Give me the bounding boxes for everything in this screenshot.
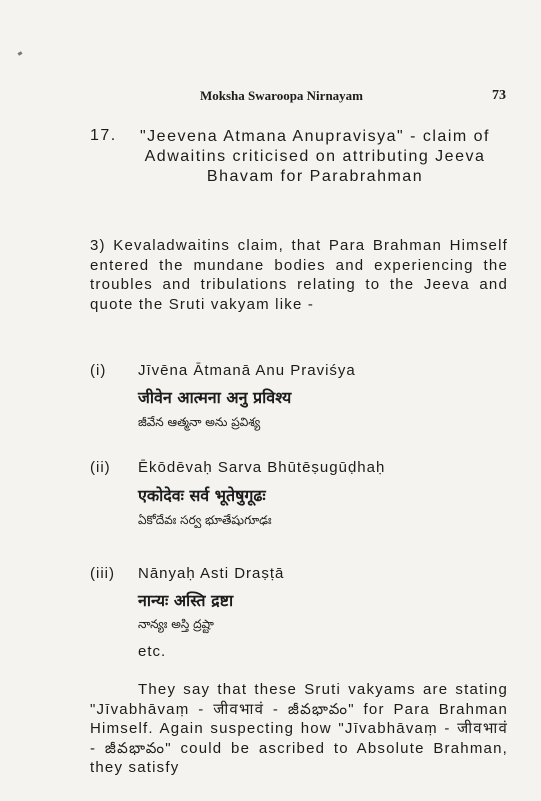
- paragraph-continued: They say that these Sruti vakyams are stating "Jīvabhāvaṃ - जीवभावं - జీవభావం" for Para Brahman Himself. Again suspecting how "Jīvabhāvaṃ - जीवभावं - జీవభావం" could be ascribed to Absolute Brahman, they satisfy: [90, 681, 508, 776]
- quote-telugu: జీవేన ఆత్మనా అను ప్రవిశ్య: [138, 415, 261, 429]
- paragraph-intro: 3) Kevaladwaitins claim, that Para Brahman Himself entered the mundane bodies and experiencing the troubles and tribulations relating to the Jeeva and quote the Sruti vakyam like -: [90, 237, 508, 313]
- page-mark: [18, 51, 23, 56]
- quote-telugu: నాన్యః అస్తి ద్రష్టా: [138, 617, 214, 631]
- section-title: "Jeevena Atmana Anupravisya" - claim of Adwaitins criticised on attributing Jeeva Bhavam for Parabrahman: [139, 128, 490, 185]
- quote-number: (iii): [90, 565, 115, 582]
- quote-number: (i): [90, 362, 107, 379]
- quote-transliteration: Jīvēna Ātmanā Anu Praviśya: [138, 362, 356, 379]
- running-header: Moksha Swaroopa Nirnayam: [200, 88, 364, 103]
- page-number: 73: [492, 88, 506, 103]
- quote-number: (ii): [90, 459, 111, 476]
- quote-devanagari: एकोदेवः सर्व भूतेषुगूढः: [138, 486, 266, 505]
- section-number: 17.: [90, 127, 117, 144]
- quote-transliteration: Ēkōdēvaḥ Sarva Bhūtēṣugūḍhaḥ: [138, 459, 386, 476]
- quote-devanagari: जीवेन आत्मना अनु प्रविश्य: [138, 388, 292, 407]
- quote-transliteration: Nānyaḥ Asti Draṣṭā: [138, 565, 285, 582]
- quote-telugu: ఏకోదేవః సర్వ భూతేషుగూఢః: [138, 513, 272, 527]
- etc-label: etc.: [138, 643, 167, 660]
- quote-devanagari: नान्यः अस्ति द्रष्टा: [138, 591, 234, 610]
